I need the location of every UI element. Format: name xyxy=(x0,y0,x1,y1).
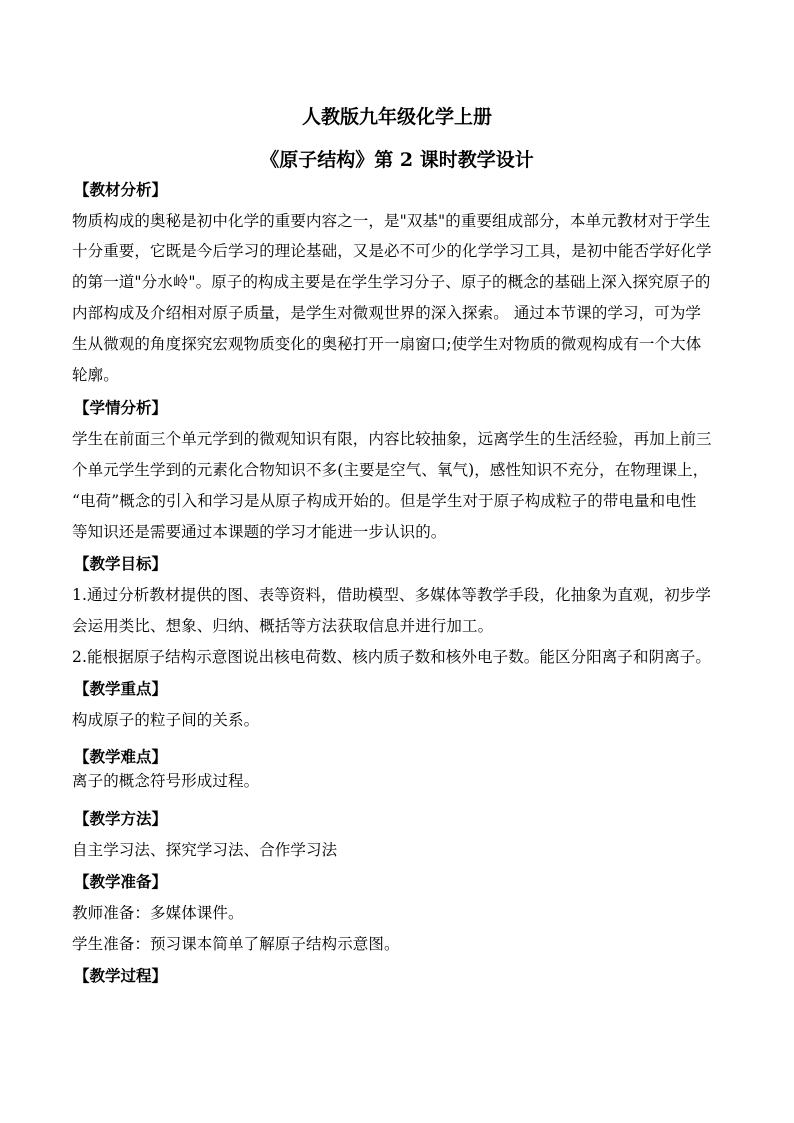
paragraph-line: 2.能根据原子结构示意图说出核电荷数、核内质子数和核外电子数。能区分阳离子和阴离子。 xyxy=(72,648,711,666)
paragraph-line: “电荷”概念的引入和学习是从原子构成开始的。但是学生对于原子构成粒子的带电量和电性 xyxy=(72,492,697,510)
section-heading-teaching-difficulty: 【教学难点】 xyxy=(74,747,168,766)
paragraph-line: 等知识还是需要通过本课题的学习才能进一步认识的。 xyxy=(72,523,447,541)
paragraph-line: 教师准备：多媒体课件。 xyxy=(72,904,244,922)
section-heading-teaching-objectives: 【教学目标】 xyxy=(74,554,168,573)
document-subtitle: 《原子结构》第 2 课时教学设计 xyxy=(260,149,534,171)
paragraph-line: 1.通过分析教材提供的图、表等资料，借助模型、多媒体等教学手段，化抽象为直观，初步学 xyxy=(72,586,711,604)
paragraph-line: 物质构成的奥秘是初中化学的重要内容之一，是"双基"的重要组成部分，本单元教材对于学生 xyxy=(72,212,711,230)
paragraph-line: 轮廓。 xyxy=(72,366,119,384)
section-heading-teaching-focus: 【教学重点】 xyxy=(74,679,168,698)
paragraph-line: 个单元学生学到的元素化合物知识不多(主要是空气、氧气)，感性知识不充分，在物理课上， xyxy=(72,461,709,479)
paragraph-line: 的第一道"分水岭"。原子的构成主要是在学生学习分子、原子的概念的基础上深入探究原子的 xyxy=(72,273,711,291)
paragraph-line: 内部构成及介绍相对原子质量，是学生对微观世界的深入探索。 通过本节课的学习，可为学 xyxy=(72,304,702,322)
document-title: 人教版九年级化学上册 xyxy=(301,106,492,128)
paragraph-line: 学生在前面三个单元学到的微观知识有限，内容比较抽象，远离学生的生活经验，再加上前三 xyxy=(72,430,712,448)
paragraph-line: 构成原子的粒子间的关系。 xyxy=(72,711,260,729)
paragraph-line: 生从微观的角度探究宏观物质变化的奥秘打开一扇窗口;使学生对物质的微观构成有一个大体 xyxy=(72,335,702,353)
paragraph-line: 学生准备：预习课本简单了解原子结构示意图。 xyxy=(72,935,400,953)
section-heading-teaching-methods: 【教学方法】 xyxy=(74,809,168,828)
section-heading-teaching-preparation: 【教学准备】 xyxy=(74,872,168,891)
paragraph-line: 会运用类比、想象、归纳、概括等方法获取信息并进行加工。 xyxy=(72,617,494,635)
section-heading-textbook-analysis: 【教材分析】 xyxy=(74,180,168,199)
paragraph-line: 十分重要，它既是今后学习的理论基础，又是必不可少的化学学习工具，是初中能否学好化学 xyxy=(72,242,712,260)
paragraph-line: 自主学习法、探究学习法、合作学习法 xyxy=(72,841,338,859)
paragraph-line: 离子的概念符号形成过程。 xyxy=(72,772,260,790)
section-heading-student-analysis: 【学情分析】 xyxy=(74,398,168,417)
section-heading-teaching-process: 【教学过程】 xyxy=(74,966,168,985)
